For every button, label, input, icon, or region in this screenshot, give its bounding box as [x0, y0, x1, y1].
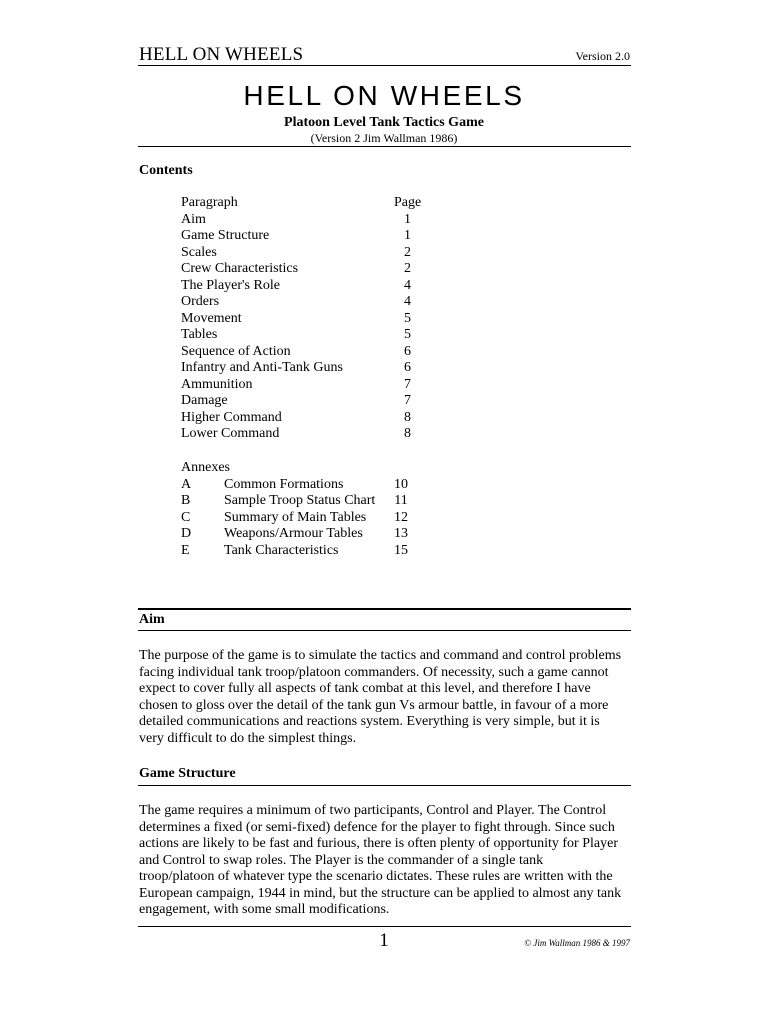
- annex-label: Sample Troop Status Chart: [224, 493, 376, 508]
- contents-row[interactable]: [181, 311, 441, 328]
- annex-row[interactable]: [181, 493, 441, 510]
- annex-row[interactable]: [181, 543, 441, 560]
- game-structure-line: determines a fixed (or semi-fixed) defence for the player to fight through. Since such: [139, 819, 615, 835]
- game-structure-line: European campaign, 1944 in mind, but the structure can be applied to almost any tank: [139, 885, 622, 901]
- aim-bottom-rule: [138, 630, 631, 631]
- aim-line: chosen to gloss over the detail of the tank gun Vs armour battle, in favour of a more: [139, 697, 609, 713]
- contents-item-page: 1: [404, 228, 411, 243]
- contents-item-page: 8: [404, 409, 411, 425]
- page-number: 1: [379, 930, 389, 951]
- contents-row[interactable]: [181, 344, 441, 361]
- contents-item-page: 8: [404, 426, 411, 441]
- contents-row[interactable]: [181, 261, 441, 278]
- annex-label: Common Formations: [224, 476, 344, 492]
- annex-letter: A: [181, 476, 192, 492]
- annex-label: Summary of Main Tables: [224, 509, 367, 525]
- contents-item-page: 5: [404, 310, 411, 326]
- annex-page: 10: [394, 476, 408, 492]
- contents-item-label: Tables: [181, 327, 218, 342]
- annex-letter: D: [181, 526, 192, 541]
- contents-item-label: Crew Characteristics: [181, 261, 299, 276]
- aim-line: detailed communications and reactions system. Everything is very simple, but it is: [139, 714, 600, 729]
- contents-item-label: Ammunition: [181, 376, 253, 392]
- contents-item-label: Game Structure: [181, 228, 270, 243]
- aim-line: expect to cover fully all aspects of tank combat at this level, and therefore I have: [139, 681, 591, 696]
- document-title: HELL ON WHEELS: [243, 80, 525, 111]
- aim-top-rule: [138, 608, 631, 610]
- contents-heading: Contents: [139, 163, 193, 178]
- contents-item-label: Higher Command: [181, 409, 282, 425]
- annex-letter: C: [181, 509, 191, 525]
- game-structure-rule: [138, 785, 631, 786]
- contents-item-label: Aim: [181, 211, 206, 227]
- contents-row[interactable]: [181, 228, 441, 245]
- contents-item-page: 6: [404, 360, 411, 375]
- aim-line: very difficult to do the simplest things.: [139, 730, 357, 746]
- contents-header-row: [181, 195, 441, 212]
- contents-item-label: The Player's Role: [181, 277, 280, 293]
- game-structure-line: The game requires a minimum of two participants, Control and Player. The Control: [139, 803, 607, 818]
- contents-item-page: 6: [404, 343, 411, 359]
- header-rule: [138, 65, 631, 66]
- contents-row[interactable]: [181, 360, 441, 377]
- contents-row[interactable]: [181, 327, 441, 344]
- annex-label: Tank Characteristics: [224, 542, 339, 558]
- contents-item-label: Sequence of Action: [181, 343, 291, 359]
- contents-item-page: 5: [404, 327, 411, 342]
- annexes-heading-row: [181, 460, 441, 477]
- contents-item-label: Lower Command: [181, 426, 280, 441]
- title-rule: [138, 146, 631, 147]
- annex-page: 11: [394, 493, 408, 508]
- annex-row[interactable]: [181, 510, 441, 527]
- page-column-header: Page: [394, 195, 422, 210]
- contents-row[interactable]: [181, 426, 441, 443]
- contents-item-page: 2: [404, 244, 411, 260]
- contents-row[interactable]: [181, 377, 441, 394]
- aim-heading: Aim: [139, 612, 165, 627]
- annex-row[interactable]: [181, 477, 441, 494]
- aim-line: The purpose of the game is to simulate the tactics and command and control problems: [139, 648, 622, 663]
- annex-row[interactable]: [181, 526, 441, 543]
- contents-item-page: 7: [404, 376, 411, 392]
- contents-item-page: 2: [404, 261, 411, 276]
- game-structure-line: and Control to swap roles. The Player is the commander of a single tank: [139, 852, 544, 868]
- contents-row[interactable]: [181, 294, 441, 311]
- annex-page: 12: [394, 509, 408, 525]
- contents-item-label: Infantry and Anti-Tank Guns: [181, 360, 343, 375]
- annexes-table: [181, 460, 441, 559]
- annex-page: 13: [394, 526, 408, 541]
- contents-item-label: Movement: [181, 310, 242, 326]
- contents-row[interactable]: [181, 393, 441, 410]
- contents-table: [181, 195, 441, 443]
- contents-item-page: 4: [404, 277, 411, 293]
- aim-line: facing individual tank troop/platoon commanders. Of necessity, such a game cannot: [139, 664, 609, 680]
- annex-label: Weapons/Armour Tables: [224, 526, 363, 541]
- game-structure-line: troop/platoon of whatever type the scenario dictates. These rules are written with the: [139, 869, 613, 884]
- paragraph-column-header: Paragraph: [181, 195, 238, 210]
- copyright-notice: © Jim Wallman 1986 & 1997: [524, 938, 630, 948]
- contents-item-label: Orders: [181, 294, 220, 309]
- document-byline: (Version 2 Jim Wallman 1986): [310, 131, 458, 145]
- document-subtitle: Platoon Level Tank Tactics Game: [284, 115, 484, 130]
- contents-item-page: 4: [404, 294, 411, 309]
- annexes-heading: Annexes: [181, 460, 230, 475]
- contents-row[interactable]: [181, 212, 441, 229]
- contents-item-label: Damage: [181, 393, 228, 408]
- game-structure-line: engagement, with some small modifications.: [139, 902, 390, 917]
- footer-rule: [138, 926, 631, 927]
- game-structure-line: actions are likely to be fast and furious, there is often plenty of opportunity for Player: [139, 836, 618, 851]
- annex-letter: B: [181, 493, 191, 508]
- aim-paragraph: [139, 648, 634, 747]
- game-structure-heading: Game Structure: [139, 766, 236, 781]
- contents-item-page: 7: [404, 393, 411, 408]
- game-structure-paragraph: [139, 803, 634, 919]
- contents-row[interactable]: [181, 410, 441, 427]
- contents-row[interactable]: [181, 278, 441, 295]
- running-title: HELL ON WHEELS: [139, 44, 304, 65]
- version-label: Version 2.0: [575, 49, 630, 63]
- annex-letter: E: [181, 542, 190, 558]
- contents-item-label: Scales: [181, 244, 217, 260]
- contents-row[interactable]: [181, 245, 441, 262]
- contents-item-page: 1: [404, 211, 411, 227]
- annex-page: 15: [394, 542, 408, 558]
